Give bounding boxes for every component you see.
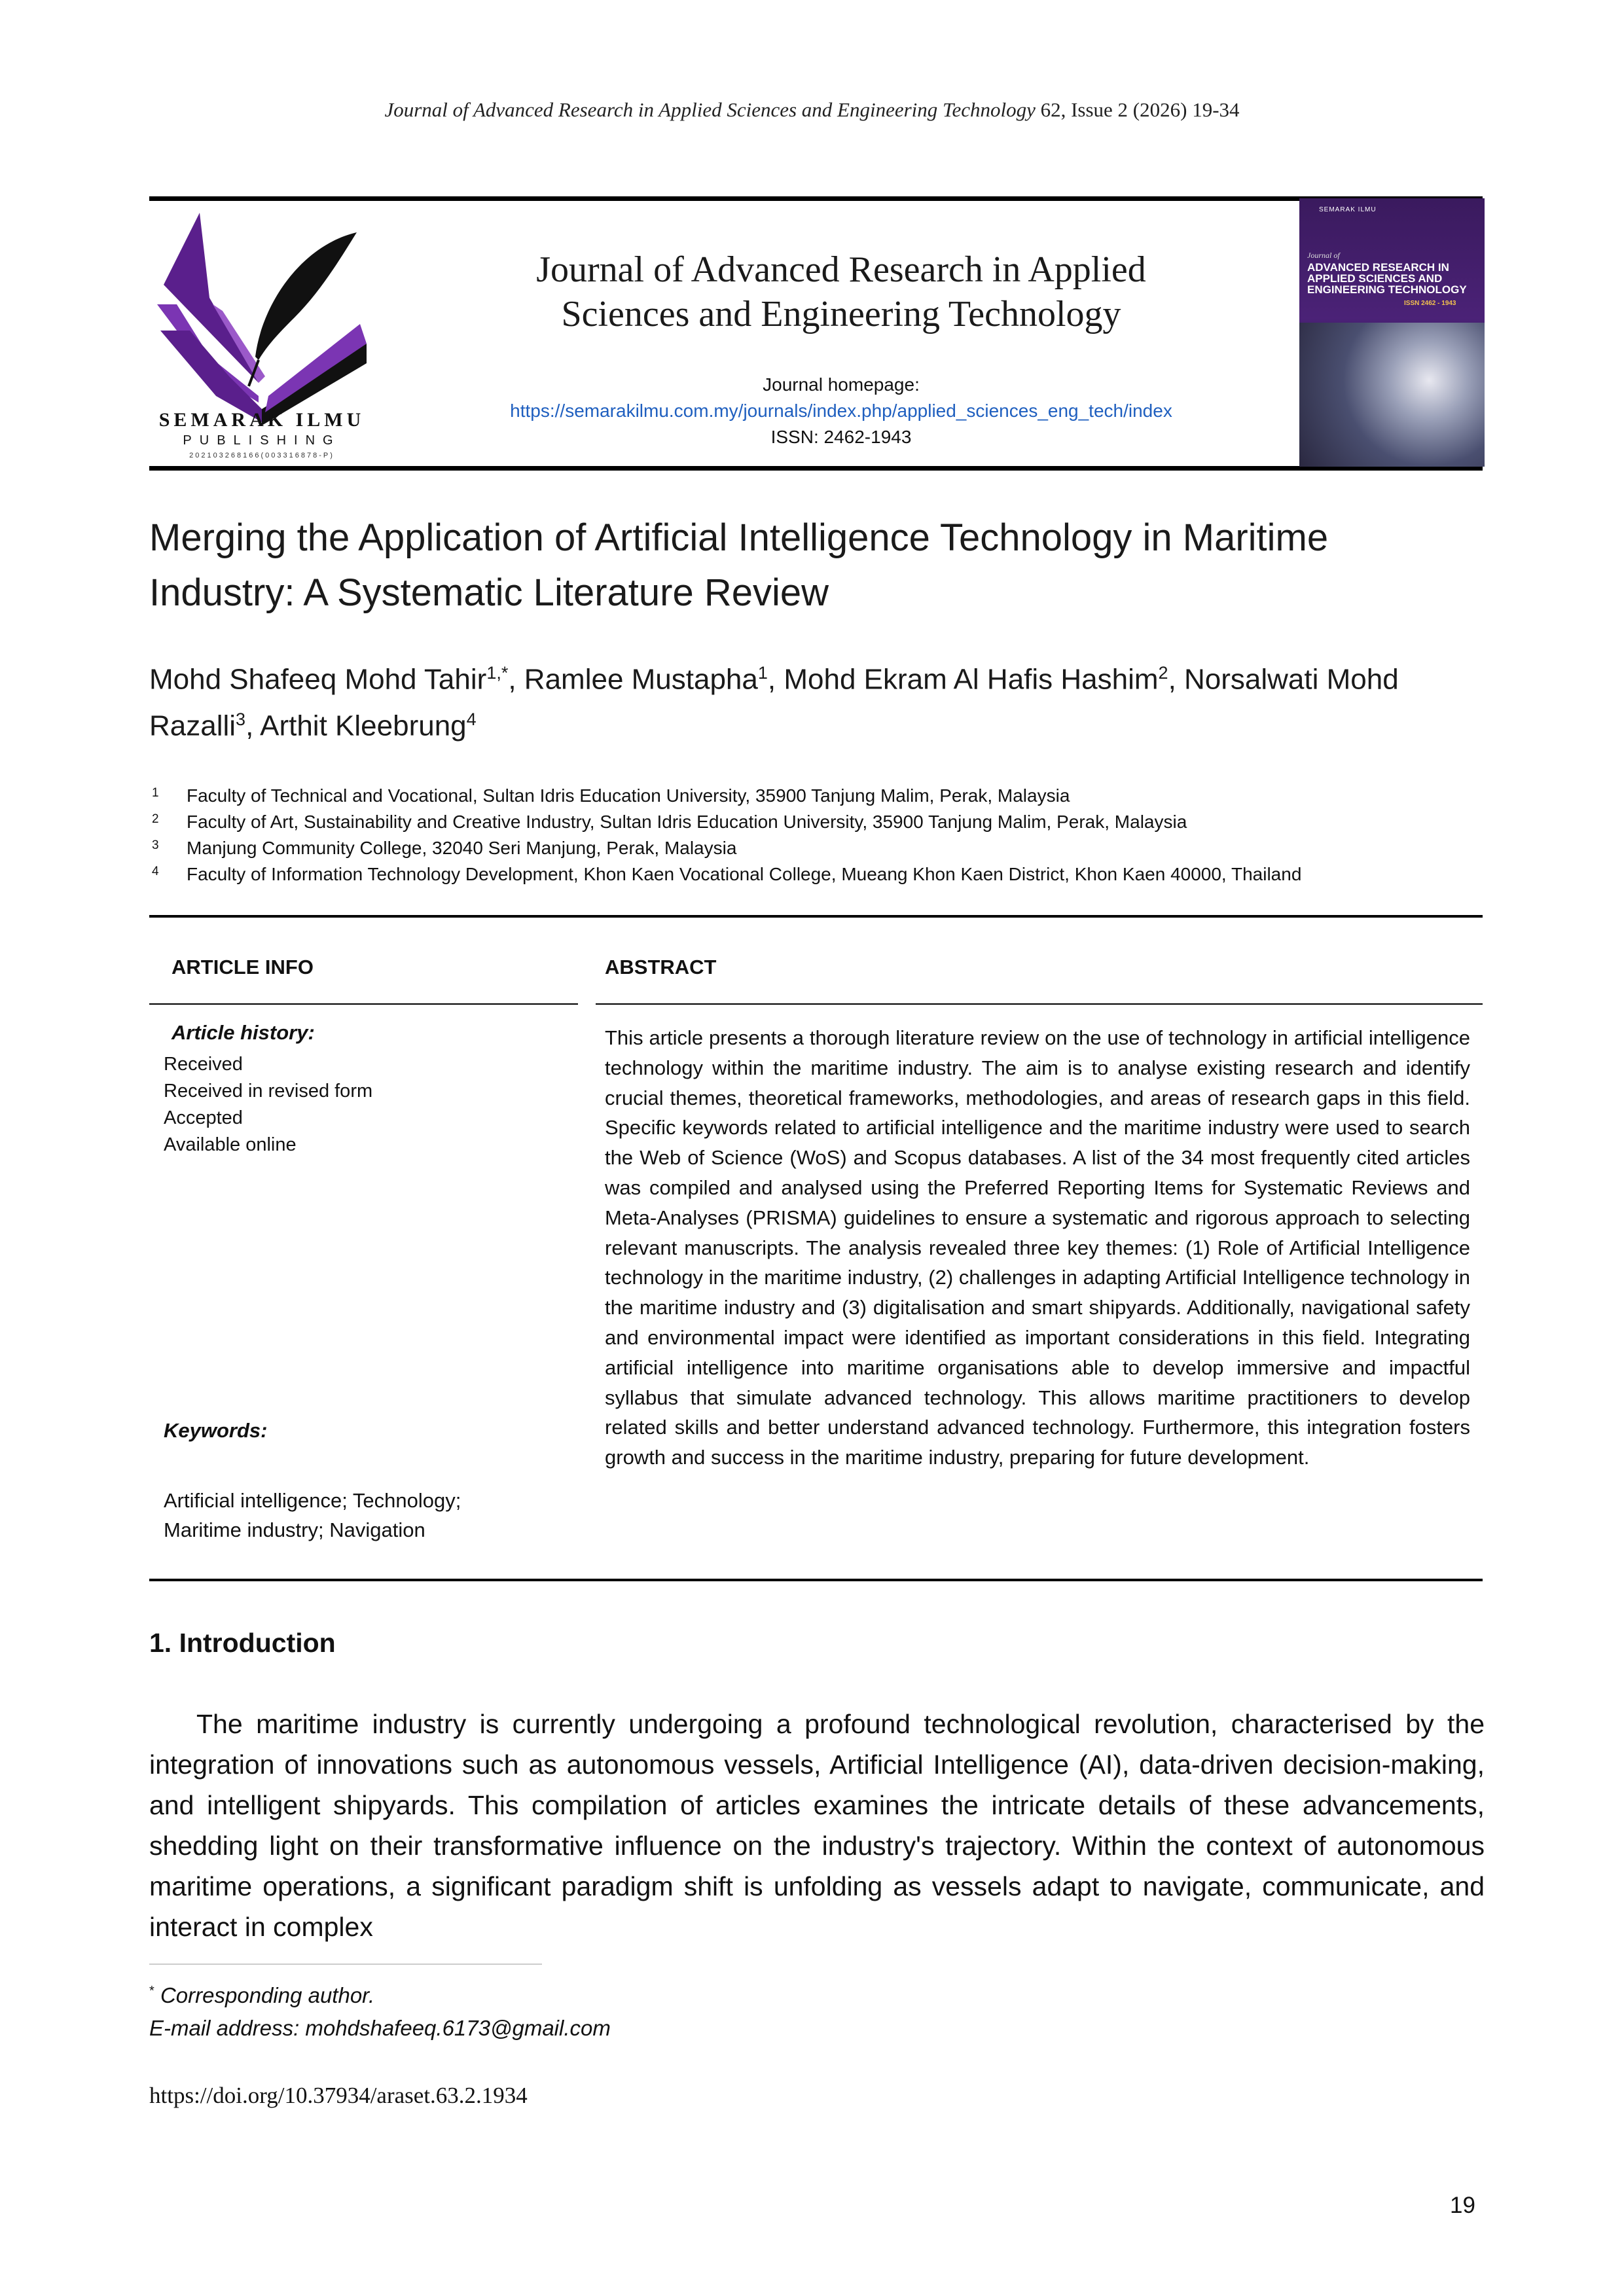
- journal-cover-image: [1299, 198, 1485, 467]
- corresponding-author-label: Corresponding author.: [160, 1983, 375, 2007]
- author-email: E-mail address: mohdshafeeq.6173@gmail.com: [149, 2016, 611, 2040]
- author-affiliation-mark: 3: [236, 709, 246, 729]
- affiliation-text: Faculty of Art, Sustainability and Creative Industry, Sultan Idris Education University, 35900 Tanjung Malim, Perak, Malaysia: [187, 812, 1187, 832]
- journal-name: [406, 247, 1276, 336]
- affiliation-number: 4: [152, 865, 159, 878]
- publisher-name: SEMARAK ILMU: [158, 409, 365, 431]
- author-name: Arthit Kleebrung: [260, 709, 467, 742]
- author-name: Ramlee Mustapha: [524, 663, 758, 696]
- section-heading: 1. Introduction: [149, 1628, 336, 1658]
- homepage-label: Journal homepage:: [763, 374, 920, 395]
- author-affiliation-mark: 4: [466, 709, 477, 729]
- keywords-title: Keywords:: [164, 1419, 268, 1442]
- author-affiliation-mark: 1,*: [486, 663, 509, 683]
- journal-name-line1: Journal of Advanced Research in Applied: [536, 249, 1146, 290]
- masthead-top-rule: [149, 196, 1483, 201]
- cover-journal-of: Journal of: [1307, 251, 1340, 260]
- introduction-paragraph: The maritime industry is currently undergoing a profound technological revolution, characterised by the integration of innovations such as autonomous vessels, Artificial Intelligence (AI), data-driven decision-making, and intelligent shipyards. This compilation of articles examines the intricate details of these advancements, shedding light on their transformative influence on the industry's trajectory. Within the context of autonomous maritime operations, a significant paradigm shift is unfolding as vessels adapt to navigate, communicate, and interact in complex: [149, 1709, 1485, 1942]
- affiliation-number: 3: [152, 838, 159, 852]
- affiliation-text: Faculty of Information Technology Development, Khon Kaen Vocational College, Mueang Khon Kaen District, Khon Kaen 40000, Thailand: [187, 864, 1302, 884]
- article-history-title: Article history:: [171, 1021, 315, 1044]
- issn: ISSN: 2462-1943: [770, 427, 912, 447]
- author-name: Mohd Shafeeq Mohd Tahir: [149, 663, 487, 696]
- publisher-registration: 202103268166(003316878-P): [189, 452, 334, 459]
- article-info-divider: [149, 1003, 578, 1005]
- page-number: 19: [1450, 2193, 1475, 2218]
- paper-title: [149, 511, 1485, 620]
- history-accepted: Accepted: [164, 1107, 243, 1128]
- author-name: Norsalwati Mohd Razalli: [149, 663, 1399, 742]
- history-online: Available online: [164, 1134, 297, 1155]
- abstract-heading: ABSTRACT: [605, 956, 717, 978]
- affiliation-text: Faculty of Technical and Vocational, Sultan Idris Education University, 35900 Tanjung Malim, Perak, Malaysia: [187, 785, 1070, 806]
- abstract-divider: [596, 1003, 1483, 1005]
- history-revised: Received in revised form: [164, 1081, 373, 1102]
- info-box-bottom-rule: [149, 1579, 1483, 1581]
- affiliation-number: 1: [152, 786, 159, 800]
- paper-title-line2: Industry: A Systematic Literature Review: [149, 571, 829, 614]
- cover-issn: ISSN 2462 - 1943: [1404, 300, 1456, 307]
- paper-title-line1: Merging the Application of Artificial Intelligence Technology in Maritime: [149, 516, 1329, 559]
- running-header-journal: Journal of Advanced Research in Applied Sciences and Engineering Technology: [384, 98, 1036, 121]
- running-header-issue: 62, Issue 2 (2026) 19-34: [1040, 98, 1240, 121]
- footnote-marker: *: [149, 1984, 154, 1998]
- corresponding-author-note: [149, 1983, 374, 2008]
- history-received: Received: [164, 1054, 243, 1075]
- doi-link[interactable]: https://doi.org/10.37934/araset.63.2.1934: [149, 2083, 528, 2108]
- publisher-subtitle: PUBLISHING: [183, 433, 341, 448]
- cover-publisher: SEMARAK ILMU: [1319, 206, 1377, 213]
- author-affiliation-mark: 2: [1158, 663, 1168, 683]
- author-list: Mohd Shafeeq Mohd Tahir$^{1,*}$, Ramlee Mustapha$^1$, Mohd Ekram Al Hafis Hashim$^2$, Norsalwati Mohd Razalli$^3$, Arthit Kleebrung$^4$: [149, 663, 1399, 742]
- article-info-heading: ARTICLE INFO: [171, 956, 314, 978]
- cover-photo: [1299, 323, 1485, 467]
- affiliation-number: 2: [152, 812, 159, 826]
- journal-name-line2: Sciences and Engineering Technology: [561, 294, 1121, 334]
- homepage-link[interactable]: https://semarakilmu.com.my/journals/index.php/applied_sciences_eng_tech/index: [510, 401, 1172, 421]
- author-affiliation-mark: 1: [757, 663, 768, 683]
- footnote-rule: [149, 1964, 542, 1965]
- abstract-text: This article presents a thorough literature review on the use of technology in artificial intelligence technology within the maritime industry. The aim is to analyse existing research and identify crucial themes, theoretical frameworks, methodologies, and areas of research gaps in this field. Specific keywords related to artificial intelligence and the maritime industry were used to search the Web of Science (WoS) and Scopus databases. A list of the 34 most frequently cited articles was compiled and analysed using the Preferred Reporting Items for Systematic Reviews and Meta-Analyses (PRISMA) guidelines to ensure a systematic and rigorous approach to selecting relevant manuscripts. The analysis revealed three key themes: (1) Role of Artificial Intelligence technology in the maritime industry, (2) challenges in adapting Artificial Intelligence technology in the maritime industry and (3) digitalisation and smart shipyards. Additionally, navigational safety and environmental impact were identified as important considerations in this field. Integrating artificial intelligence into maritime organisations able to develop immersive and impactful syllabus that simulate advanced technology. This allows maritime practitioners to develop related skills and better understand advanced technology. Furthermore, this integration fosters growth and success in the maritime industry, preparing for future development.: [605, 1026, 1470, 1469]
- affiliation-text: Manjung Community College, 32040 Seri Manjung, Perak, Malaysia: [187, 838, 737, 858]
- info-box-top-rule: [149, 915, 1483, 918]
- author-name: Mohd Ekram Al Hafis Hashim: [784, 663, 1159, 696]
- running-header: [0, 98, 1624, 122]
- cover-title: ADVANCED RESEARCH IN APPLIED SCIENCES AND ENGINEERING TECHNOLOGY: [1307, 261, 1467, 296]
- keywords-list: Artificial intelligence; Technology; Maritime industry; Navigation: [164, 1489, 461, 1541]
